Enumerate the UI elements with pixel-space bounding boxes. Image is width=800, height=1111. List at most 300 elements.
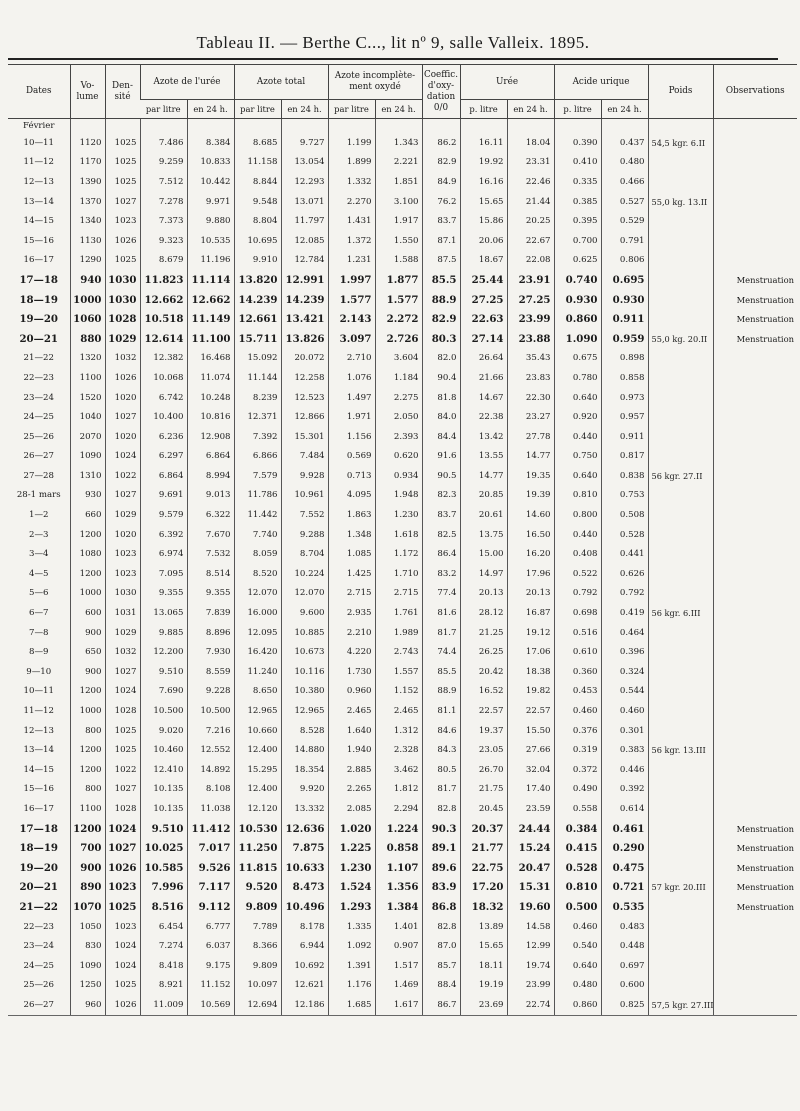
cell-uree-24h: 21.44 — [507, 192, 554, 212]
cell-observations — [713, 505, 797, 525]
cell-volume: 880 — [70, 329, 105, 349]
cell-azote-uree-24h: 6.777 — [187, 917, 234, 937]
cell-azote-uree-litre: 9.323 — [140, 231, 187, 251]
cell-acide-urique-24h: 0.441 — [601, 544, 648, 564]
cell-uree-24h: 12.99 — [507, 936, 554, 956]
cell-azote-total-litre: 7.789 — [234, 917, 281, 937]
cell-azote-incomplet-24h: 3.604 — [375, 349, 422, 369]
table-row — [8, 819, 797, 839]
cell-azote-uree-24h: 11.114 — [187, 270, 234, 290]
cell-uree-24h: 18.38 — [507, 662, 554, 682]
cell-dates: 4—5 — [28, 568, 49, 579]
cell-uree-litre: 15.65 — [460, 936, 507, 956]
table-row — [8, 192, 797, 212]
cell-observations — [713, 211, 797, 231]
cell-volume: 1000 — [70, 584, 105, 604]
cell-poids — [648, 623, 713, 643]
cell-acide-urique-24h: 0.529 — [601, 211, 648, 231]
cell-azote-incomplet-24h: 1.312 — [375, 721, 422, 741]
cell-azote-total-litre: 8.804 — [234, 211, 281, 231]
cell-acide-urique-litre: 0.516 — [554, 623, 601, 643]
cell-uree-24h: 23.99 — [507, 976, 554, 996]
cell-acide-urique-litre: 0.698 — [554, 603, 601, 623]
cell-azote-uree-litre: 8.418 — [140, 956, 187, 976]
cell-acide-urique-24h: 0.508 — [601, 505, 648, 525]
cell-densite: 1020 — [105, 388, 140, 408]
cell-observations — [713, 642, 797, 662]
cell-azote-total-litre: 12.120 — [234, 799, 281, 819]
urine-analysis-table — [8, 64, 797, 1016]
cell-azote-uree-litre: 8.921 — [140, 976, 187, 996]
cell-densite: 1023 — [105, 211, 140, 231]
cell-uree-24h: 27.78 — [507, 427, 554, 447]
cell-azote-uree-24h: 9.175 — [187, 956, 234, 976]
cell-azote-total-24h: 9.920 — [281, 780, 328, 800]
cell-acide-urique-24h: 0.460 — [601, 701, 648, 721]
cell-densite: 1027 — [105, 407, 140, 427]
cell-coefficient: 87.5 — [422, 251, 460, 271]
cell-acide-urique-litre: 0.415 — [554, 838, 601, 858]
header-volume: Vo-lume — [70, 65, 105, 119]
cell-azote-total-litre: 9.809 — [234, 956, 281, 976]
cell-dates: 23—24 — [23, 392, 54, 403]
cell-uree-24h: 19.60 — [507, 897, 554, 917]
cell-poids: 56 kgr. 6.III — [648, 603, 713, 623]
cell-densite: 1024 — [105, 819, 140, 839]
cell-azote-uree-litre: 10.068 — [140, 368, 187, 388]
cell-azote-uree-24h: 10.569 — [187, 995, 234, 1015]
cell-azote-uree-24h: 9.971 — [187, 192, 234, 212]
cell-azote-uree-litre: 7.278 — [140, 192, 187, 212]
cell-volume: 1520 — [70, 388, 105, 408]
cell-azote-uree-litre: 10.500 — [140, 701, 187, 721]
cell-coefficient: 80.3 — [422, 329, 460, 349]
cell-observations — [713, 799, 797, 819]
cell-densite: 1027 — [105, 192, 140, 212]
cell-azote-uree-litre: 13.065 — [140, 603, 187, 623]
cell-azote-incomplet-24h: 2.294 — [375, 799, 422, 819]
cell-azote-incomplet-litre: 1.176 — [328, 976, 375, 996]
cell-coefficient: 82.0 — [422, 349, 460, 369]
cell-coefficient: 83.7 — [422, 211, 460, 231]
cell-coefficient: 85.5 — [422, 270, 460, 290]
cell-poids: 55,0 kg. 13.II — [648, 192, 713, 212]
cell-coefficient: 84.4 — [422, 427, 460, 447]
cell-azote-incomplet-24h: 1.230 — [375, 505, 422, 525]
cell-volume: 1250 — [70, 976, 105, 996]
subheader-en-24h: en 24 h. — [375, 100, 422, 119]
cell-acide-urique-24h: 0.898 — [601, 349, 648, 369]
cell-uree-litre: 14.97 — [460, 564, 507, 584]
cell-azote-total-litre: 8.844 — [234, 172, 281, 192]
table-row — [8, 368, 797, 388]
cell-acide-urique-24h: 0.480 — [601, 153, 648, 173]
cell-azote-uree-litre: 12.410 — [140, 760, 187, 780]
cell-volume: 1080 — [70, 544, 105, 564]
cell-observations: Menstruation — [713, 329, 797, 349]
cell-acide-urique-litre: 0.780 — [554, 368, 601, 388]
cell-coefficient: 77.4 — [422, 584, 460, 604]
cell-observations — [713, 368, 797, 388]
cell-volume: 650 — [70, 642, 105, 662]
cell-azote-incomplet-24h: 1.550 — [375, 231, 422, 251]
cell-azote-total-litre: 15.295 — [234, 760, 281, 780]
cell-poids — [648, 642, 713, 662]
cell-coefficient: 84.3 — [422, 740, 460, 760]
document-page — [8, 28, 795, 1016]
cell-azote-total-24h: 18.354 — [281, 760, 328, 780]
table-row — [8, 721, 797, 741]
cell-azote-incomplet-24h: 0.858 — [375, 838, 422, 858]
cell-azote-incomplet-litre: 2.710 — [328, 349, 375, 369]
cell-observations — [713, 603, 797, 623]
cell-volume: 1000 — [70, 701, 105, 721]
cell-azote-uree-litre: 12.614 — [140, 329, 187, 349]
cell-densite: 1023 — [105, 917, 140, 937]
cell-azote-total-litre: 8.366 — [234, 936, 281, 956]
cell-observations — [713, 466, 797, 486]
cell-uree-24h: 24.44 — [507, 819, 554, 839]
table-row — [8, 740, 797, 760]
cell-uree-24h: 19.12 — [507, 623, 554, 643]
cell-azote-total-litre: 8.685 — [234, 133, 281, 153]
cell-azote-incomplet-24h: 1.917 — [375, 211, 422, 231]
cell-azote-uree-24h: 7.117 — [187, 878, 234, 898]
cell-dates: 14—15 — [23, 764, 54, 775]
header-azote-incomplet: Azote incomplète-ment oxydé — [328, 65, 422, 100]
cell-azote-uree-24h: 9.526 — [187, 858, 234, 878]
cell-uree-litre: 20.37 — [460, 819, 507, 839]
cell-dates: 5—6 — [28, 588, 49, 599]
cell-acide-urique-24h: 0.535 — [601, 897, 648, 917]
cell-observations — [713, 192, 797, 212]
cell-coefficient: 84.0 — [422, 407, 460, 427]
cell-coefficient: 87.0 — [422, 936, 460, 956]
cell-observations — [713, 740, 797, 760]
cell-uree-24h: 17.96 — [507, 564, 554, 584]
cell-azote-uree-litre: 12.200 — [140, 642, 187, 662]
cell-dates: 26—27 — [23, 451, 54, 462]
cell-acide-urique-litre: 0.810 — [554, 486, 601, 506]
cell-azote-uree-litre: 6.742 — [140, 388, 187, 408]
month-row — [8, 119, 797, 134]
cell-azote-uree-24h: 8.994 — [187, 466, 234, 486]
cell-azote-total-24h: 14.239 — [281, 290, 328, 310]
cell-azote-uree-24h: 8.896 — [187, 623, 234, 643]
cell-dates: 16—17 — [23, 803, 54, 814]
cell-azote-total-litre: 16.420 — [234, 642, 281, 662]
cell-densite: 1027 — [105, 838, 140, 858]
cell-azote-uree-24h: 6.864 — [187, 447, 234, 467]
cell-volume: 1090 — [70, 447, 105, 467]
header-uree: Urée — [460, 65, 554, 100]
cell-azote-incomplet-24h: 1.517 — [375, 956, 422, 976]
cell-uree-24h: 22.67 — [507, 231, 554, 251]
cell-uree-24h: 23.59 — [507, 799, 554, 819]
cell-densite: 1031 — [105, 603, 140, 623]
cell-coefficient: 87.1 — [422, 231, 460, 251]
cell-azote-total-litre: 12.400 — [234, 780, 281, 800]
cell-dates: 7—8 — [28, 627, 49, 638]
cell-coefficient: 86.8 — [422, 897, 460, 917]
cell-acide-urique-24h: 0.528 — [601, 525, 648, 545]
cell-uree-litre: 22.57 — [460, 701, 507, 721]
cell-acide-urique-litre: 0.390 — [554, 133, 601, 153]
cell-azote-uree-24h: 14.892 — [187, 760, 234, 780]
cell-dates: 14—15 — [23, 216, 54, 227]
cell-uree-24h: 17.06 — [507, 642, 554, 662]
cell-observations: Menstruation — [713, 858, 797, 878]
cell-observations — [713, 153, 797, 173]
cell-densite: 1026 — [105, 995, 140, 1015]
cell-uree-litre: 20.45 — [460, 799, 507, 819]
cell-acide-urique-litre: 0.480 — [554, 976, 601, 996]
table-row — [8, 211, 797, 231]
cell-uree-litre: 15.65 — [460, 192, 507, 212]
cell-densite: 1024 — [105, 936, 140, 956]
cell-azote-total-24h: 10.961 — [281, 486, 328, 506]
cell-dates: 22—23 — [23, 921, 54, 932]
cell-uree-24h: 23.88 — [507, 329, 554, 349]
cell-azote-total-24h: 10.380 — [281, 682, 328, 702]
cell-dates: 26—27 — [8, 995, 70, 1015]
subheader-en-24h: en 24 h. — [507, 100, 554, 119]
cell-acide-urique-24h: 0.475 — [601, 858, 648, 878]
cell-azote-uree-24h: 11.196 — [187, 251, 234, 271]
cell-poids: 54,5 kgr. 6.II — [648, 133, 713, 153]
table-row — [8, 486, 797, 506]
cell-azote-uree-24h: 9.013 — [187, 486, 234, 506]
cell-uree-litre: 16.11 — [460, 133, 507, 153]
cell-coefficient: 90.3 — [422, 819, 460, 839]
cell-densite: 1025 — [105, 172, 140, 192]
cell-azote-incomplet-litre: 1.372 — [328, 231, 375, 251]
cell-uree-24h: 14.77 — [507, 447, 554, 467]
cell-azote-incomplet-litre: 1.971 — [328, 407, 375, 427]
cell-acide-urique-litre: 0.376 — [554, 721, 601, 741]
cell-volume: 1040 — [70, 407, 105, 427]
cell-azote-uree-litre: 7.996 — [140, 878, 187, 898]
cell-acide-urique-litre: 0.490 — [554, 780, 601, 800]
cell-azote-incomplet-24h: 2.221 — [375, 153, 422, 173]
cell-azote-uree-24h: 7.670 — [187, 525, 234, 545]
cell-azote-total-24h: 9.727 — [281, 133, 328, 153]
cell-azote-total-24h: 12.621 — [281, 976, 328, 996]
cell-acide-urique-litre: 0.440 — [554, 427, 601, 447]
cell-volume: 1100 — [70, 799, 105, 819]
cell-azote-total-litre: 11.240 — [234, 662, 281, 682]
subheader-p-litre: p. litre — [554, 100, 601, 119]
cell-azote-uree-litre: 10.460 — [140, 740, 187, 760]
cell-azote-incomplet-24h: 1.948 — [375, 486, 422, 506]
cell-azote-uree-24h: 7.930 — [187, 642, 234, 662]
cell-azote-incomplet-litre: 3.097 — [328, 329, 375, 349]
cell-densite: 1022 — [105, 466, 140, 486]
cell-azote-total-24h: 12.085 — [281, 231, 328, 251]
cell-dates: 3—4 — [28, 549, 49, 560]
cell-poids — [648, 701, 713, 721]
cell-acide-urique-litre: 0.640 — [554, 466, 601, 486]
cell-azote-total-litre: 12.694 — [234, 995, 281, 1015]
cell-azote-incomplet-24h: 1.384 — [375, 897, 422, 917]
cell-azote-total-litre: 11.250 — [234, 838, 281, 858]
cell-azote-incomplet-litre: 1.076 — [328, 368, 375, 388]
cell-densite: 1025 — [105, 153, 140, 173]
cell-dates: 17—18 — [19, 273, 59, 286]
cell-poids — [648, 662, 713, 682]
subheader-en-24h: en 24 h. — [281, 100, 328, 119]
cell-azote-incomplet-24h: 1.184 — [375, 368, 422, 388]
cell-acide-urique-24h: 0.838 — [601, 466, 648, 486]
cell-azote-total-litre: 11.786 — [234, 486, 281, 506]
cell-coefficient: 82.8 — [422, 917, 460, 937]
cell-azote-incomplet-24h: 1.617 — [375, 995, 422, 1015]
cell-acide-urique-litre: 0.920 — [554, 407, 601, 427]
cell-observations — [713, 662, 797, 682]
cell-uree-24h: 22.08 — [507, 251, 554, 271]
cell-azote-total-24h: 7.484 — [281, 447, 328, 467]
cell-azote-uree-litre: 11.823 — [140, 270, 187, 290]
cell-uree-24h: 15.50 — [507, 721, 554, 741]
cell-azote-uree-24h: 10.816 — [187, 407, 234, 427]
cell-uree-litre: 20.85 — [460, 486, 507, 506]
cell-acide-urique-24h: 0.973 — [601, 388, 648, 408]
cell-azote-uree-litre: 9.020 — [140, 721, 187, 741]
cell-azote-uree-24h: 16.468 — [187, 349, 234, 369]
cell-azote-incomplet-litre: 1.863 — [328, 505, 375, 525]
table-row — [8, 995, 797, 1015]
cell-azote-total-24h: 8.528 — [281, 721, 328, 741]
cell-poids — [648, 525, 713, 545]
cell-azote-uree-litre: 6.236 — [140, 427, 187, 447]
table-row — [8, 662, 797, 682]
cell-densite: 1023 — [105, 878, 140, 898]
cell-azote-incomplet-24h: 1.469 — [375, 976, 422, 996]
cell-acide-urique-litre: 0.625 — [554, 251, 601, 271]
cell-acide-urique-litre: 0.372 — [554, 760, 601, 780]
cell-azote-incomplet-litre: 1.199 — [328, 133, 375, 153]
cell-azote-incomplet-litre: 1.997 — [328, 270, 375, 290]
cell-dates: 11—12 — [23, 706, 54, 717]
cell-observations — [713, 564, 797, 584]
cell-acide-urique-litre: 0.384 — [554, 819, 601, 839]
cell-volume: 1290 — [70, 251, 105, 271]
cell-azote-incomplet-litre: 1.085 — [328, 544, 375, 564]
header-poids: Poids — [648, 65, 713, 119]
cell-azote-incomplet-litre: 4.220 — [328, 642, 375, 662]
header-observations: Observations — [713, 65, 797, 119]
cell-coefficient: 81.7 — [422, 780, 460, 800]
cell-poids — [648, 976, 713, 996]
cell-uree-litre: 27.25 — [460, 290, 507, 310]
cell-dates: 20—21 — [19, 881, 59, 894]
cell-azote-total-24h: 13.071 — [281, 192, 328, 212]
cell-azote-incomplet-24h: 1.710 — [375, 564, 422, 584]
cell-azote-total-24h: 12.636 — [281, 819, 328, 839]
cell-azote-total-24h: 10.116 — [281, 662, 328, 682]
cell-observations: Menstruation — [713, 290, 797, 310]
cell-poids — [648, 838, 713, 858]
cell-acide-urique-24h: 0.290 — [601, 838, 648, 858]
cell-densite: 1029 — [105, 505, 140, 525]
cell-poids — [648, 349, 713, 369]
table-row — [8, 329, 797, 349]
cell-acide-urique-24h: 0.301 — [601, 721, 648, 741]
cell-azote-total-24h: 11.797 — [281, 211, 328, 231]
cell-densite: 1032 — [105, 349, 140, 369]
cell-acide-urique-litre: 0.460 — [554, 917, 601, 937]
cell-acide-urique-24h: 0.957 — [601, 407, 648, 427]
cell-azote-incomplet-24h: 3.462 — [375, 760, 422, 780]
table-row — [8, 760, 797, 780]
cell-azote-incomplet-litre: 1.225 — [328, 838, 375, 858]
cell-uree-litre: 18.11 — [460, 956, 507, 976]
cell-azote-incomplet-litre: 1.685 — [328, 995, 375, 1015]
table-row — [8, 584, 797, 604]
cell-poids — [648, 505, 713, 525]
cell-azote-incomplet-litre: 1.640 — [328, 721, 375, 741]
cell-azote-uree-litre: 8.679 — [140, 251, 187, 271]
cell-azote-uree-litre: 10.400 — [140, 407, 187, 427]
table-row — [8, 447, 797, 467]
cell-azote-uree-litre: 6.454 — [140, 917, 187, 937]
cell-azote-total-litre: 7.740 — [234, 525, 281, 545]
cell-azote-total-litre: 13.820 — [234, 270, 281, 290]
cell-azote-incomplet-24h: 1.761 — [375, 603, 422, 623]
cell-azote-total-24h: 7.875 — [281, 838, 328, 858]
cell-coefficient: 91.6 — [422, 447, 460, 467]
table-row — [8, 290, 797, 310]
cell-uree-24h: 23.27 — [507, 407, 554, 427]
cell-observations — [713, 623, 797, 643]
cell-coefficient: 82.3 — [422, 486, 460, 506]
cell-uree-24h: 23.99 — [507, 309, 554, 329]
cell-volume: 1320 — [70, 349, 105, 369]
cell-azote-incomplet-litre: 1.156 — [328, 427, 375, 447]
cell-azote-uree-24h: 9.355 — [187, 584, 234, 604]
header-azote-total: Azote total — [234, 65, 328, 100]
cell-densite: 1030 — [105, 270, 140, 290]
cell-uree-litre: 20.61 — [460, 505, 507, 525]
subheader-par-litre: par litre — [234, 100, 281, 119]
table-row — [8, 388, 797, 408]
cell-poids: 56 kgr. 27.II — [648, 466, 713, 486]
cell-uree-litre: 14.67 — [460, 388, 507, 408]
cell-azote-total-litre: 11.144 — [234, 368, 281, 388]
cell-observations — [713, 780, 797, 800]
cell-azote-uree-24h: 8.108 — [187, 780, 234, 800]
cell-uree-litre: 15.00 — [460, 544, 507, 564]
cell-coefficient: 84.9 — [422, 172, 460, 192]
cell-azote-uree-litre: 10.025 — [140, 838, 187, 858]
cell-volume: 1200 — [70, 525, 105, 545]
cell-dates: 18—19 — [19, 293, 59, 306]
cell-dates: 21—22 — [23, 353, 54, 364]
table-row — [8, 858, 797, 878]
cell-volume: 1060 — [70, 309, 105, 329]
cell-acide-urique-litre: 0.410 — [554, 153, 601, 173]
cell-dates: 10—11 — [23, 137, 54, 148]
cell-acide-urique-24h: 0.396 — [601, 642, 648, 662]
cell-coefficient: 88.9 — [422, 290, 460, 310]
cell-azote-incomplet-24h: 0.620 — [375, 447, 422, 467]
cell-uree-litre: 16.52 — [460, 682, 507, 702]
table-row — [8, 544, 797, 564]
cell-volume: 830 — [70, 936, 105, 956]
cell-acide-urique-24h: 0.817 — [601, 447, 648, 467]
cell-densite: 1024 — [105, 956, 140, 976]
cell-observations — [713, 251, 797, 271]
